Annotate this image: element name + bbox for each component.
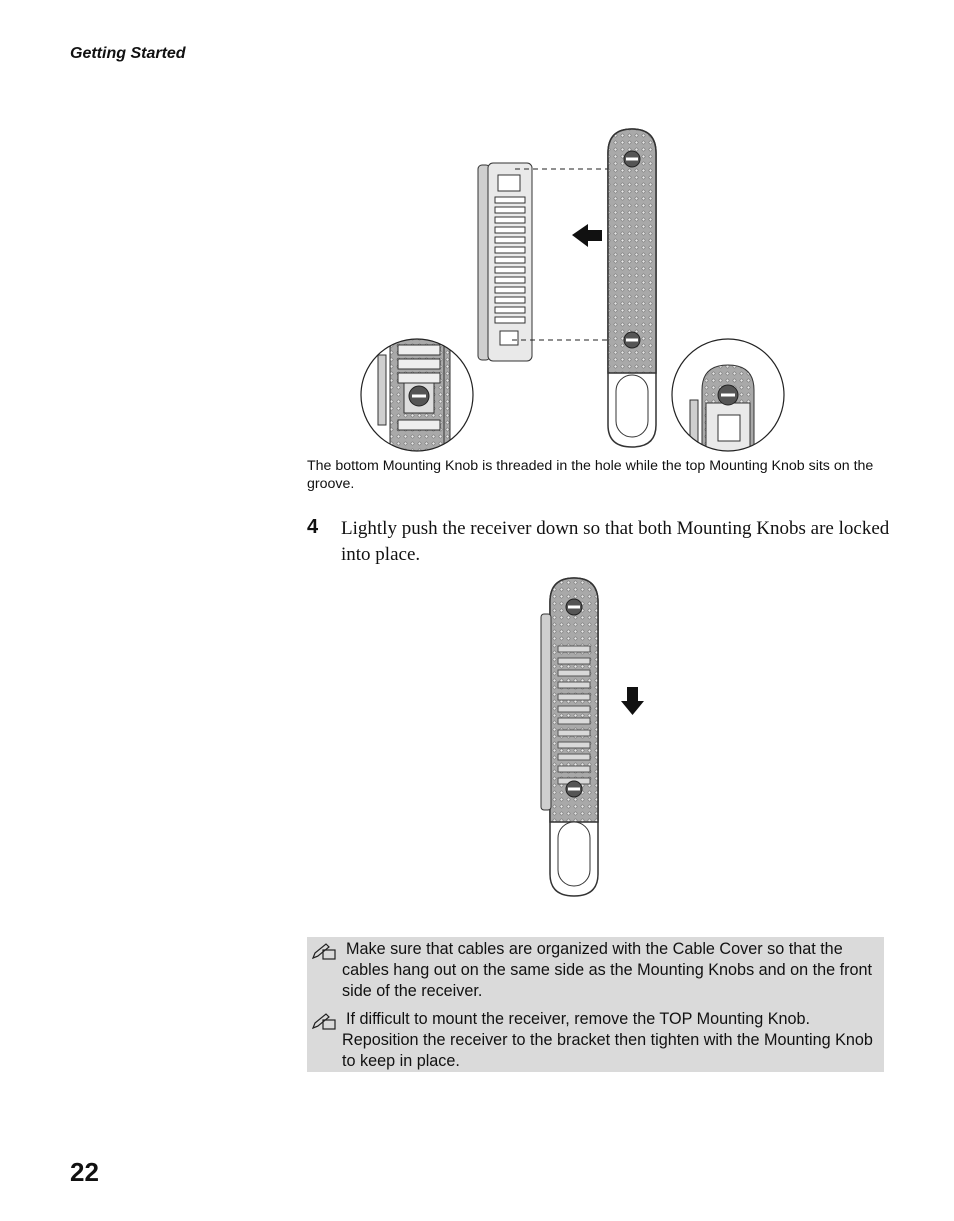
arrow-down-icon <box>621 687 644 715</box>
detail-inset-top-knob <box>660 325 790 455</box>
pencil-note-icon <box>311 941 337 961</box>
section-header: Getting Started <box>70 45 186 62</box>
pencil-note-icon <box>311 1011 337 1031</box>
receiver-unit <box>478 163 532 361</box>
mounting-diagram-2 <box>530 572 660 902</box>
note-text: Make sure that cables are organized with the Cable Cover so that the cables hang out on the same side as the Mounting Knobs and on the front side of the receiver. <box>342 940 873 1000</box>
step-text: Lightly push the receiver down so that both Mounting Knobs are locked into place. <box>341 518 890 565</box>
detail-inset-bottom-knob <box>360 325 480 455</box>
figure-caption: The bottom Mounting Knob is threaded in the hole while the top Mounting Knob sits on the groove. <box>307 458 874 492</box>
mounting-diagram-1 <box>360 125 790 455</box>
receiver-on-bracket <box>541 578 598 896</box>
mounting-bracket <box>608 129 656 447</box>
note-text: If difficult to mount the receiver, remove the TOP Mounting Knob. Reposition the receiver to the bracket then tighten with the Mounting Knob to keep in place. <box>342 1010 873 1070</box>
step-number: 4 <box>307 516 319 538</box>
page-number: 22 <box>70 1157 99 1187</box>
notes-box <box>307 937 884 1072</box>
arrow-left-icon <box>572 224 602 247</box>
